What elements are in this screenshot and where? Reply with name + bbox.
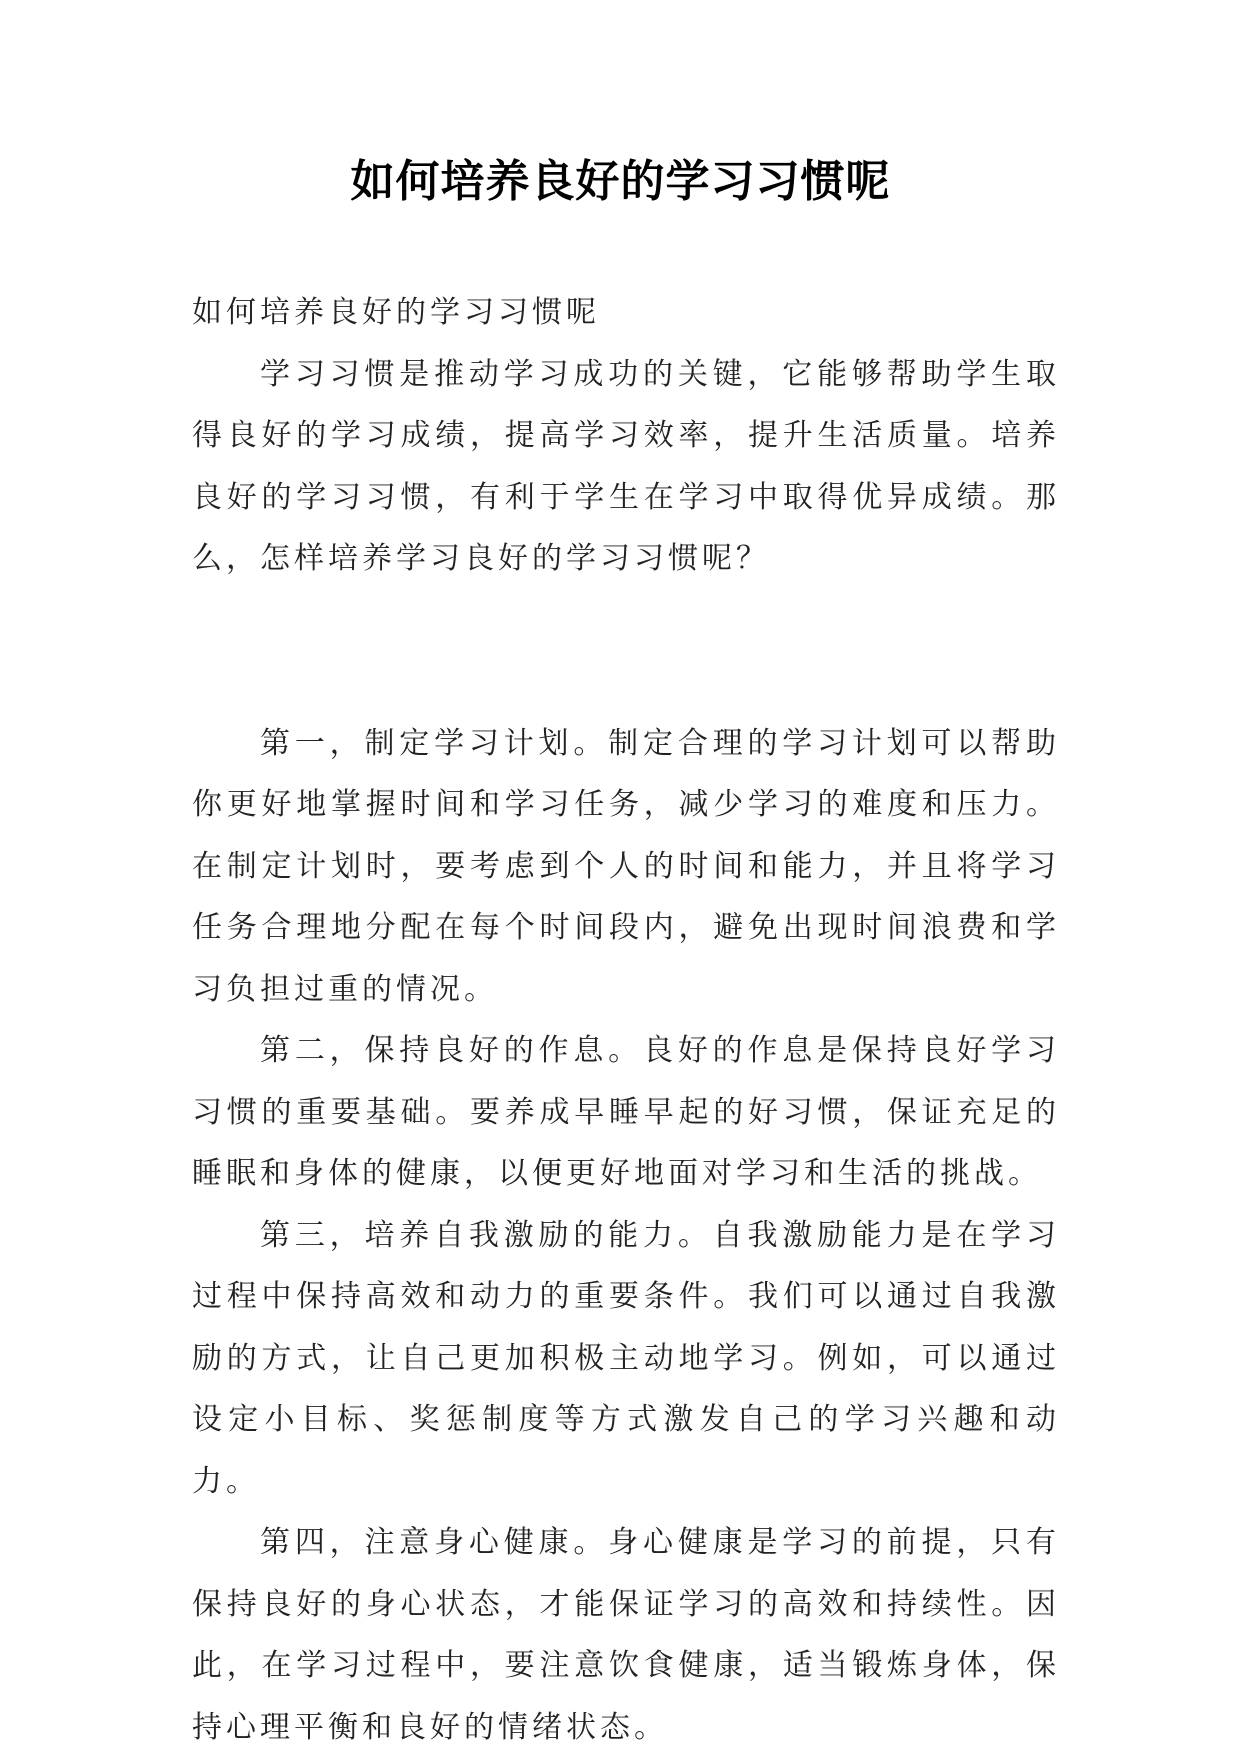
paragraph-point-4: 第四，注意身心健康。身心健康是学习的前提，只有保持良好的身心状态，才能保证学习的高效和持续性。因此，在学习过程中，要注意饮食健康，适当锻炼身体，保持心理平衡和良好的情绪状态。 <box>192 1525 1060 1745</box>
paragraph-gap <box>192 590 1060 652</box>
document-title: 如何培养良好的学习习惯呢 <box>350 156 891 207</box>
paragraph-point-3: 第三，培养自我激励的能力。自我激励能力是在学习过程中保持高效和动力的重要条件。我们可以通过自我激励的方式，让自己更加积极主动地学习。例如，可以通过设定小目标、奖惩制度等方式激发自己的学习兴趣和动力。 <box>192 1217 1060 1499</box>
paragraph-intro: 学习习惯是推动学习成功的关键，它能够帮助学生取得良好的学习成绩，提高学习效率，提升生活质量。培养良好的学习习惯，有利于学生在学习中取得优异成绩。那么，怎样培养学习良好的学习习惯呢？ <box>192 356 1060 576</box>
paragraph-point-1: 第一，制定学习计划。制定合理的学习计划可以帮助你更好地掌握时间和学习任务，减少学习的难度和压力。在制定计划时，要考虑到个人的时间和能力，并且将学习任务合理地分配在每个时间段内，避免出现时间浪费和学习负担过重的情况。 <box>192 725 1060 1007</box>
paragraph-gap <box>192 651 1060 713</box>
document-body <box>192 282 1060 1758</box>
document-subtitle: 如何培养良好的学习习惯呢 <box>192 295 600 330</box>
paragraph-point-2: 第二，保持良好的作息。良好的作息是保持良好学习习惯的重要基础。要养成早睡早起的好习惯，保证充足的睡眠和身体的健康，以便更好地面对学习和生活的挑战。 <box>192 1033 1060 1191</box>
